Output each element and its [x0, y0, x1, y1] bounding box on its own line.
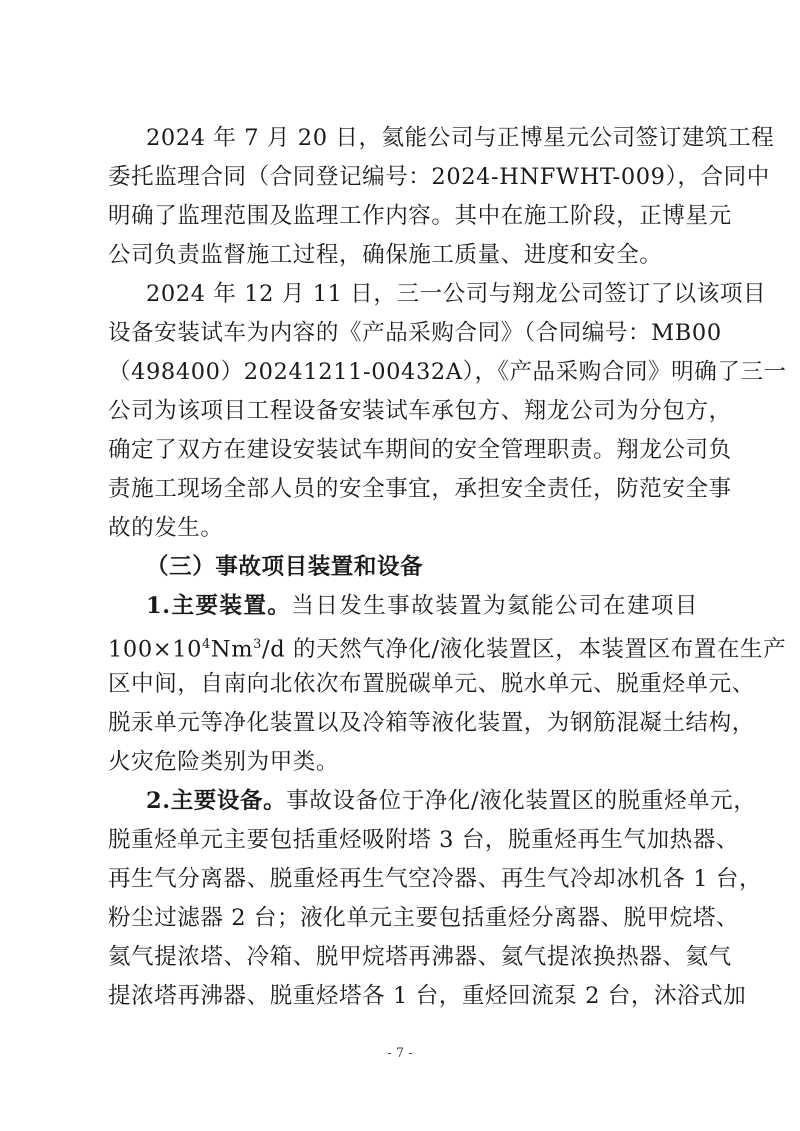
- item-1-line-4: 脱汞单元等净化装置以及冷箱等液化装置，为钢筋混凝土结构，: [108, 710, 755, 736]
- paragraph-2-line-2: 设备安装试车为内容的《产品采购合同》（合同编号：MB00: [108, 320, 722, 346]
- page-number: - 7 -: [387, 1046, 413, 1061]
- paragraph-2-line-1: 2024 年 12 月 11 日，三一公司与翔龙公司签订了以该项目: [146, 281, 767, 307]
- paragraph-2-line-5: 确定了双方在建设安装试车期间的安全管理职责。翔龙公司负: [108, 437, 732, 463]
- paragraph-1-line-2: 委托监理合同（合同登记编号：2024-HNFWHT-009），合同中: [108, 164, 770, 190]
- paragraph-1-line-1: 2024 年 7 月 20 日，氦能公司与正博星元公司签订建筑工程: [146, 125, 775, 151]
- capacity-exponent: 4: [202, 637, 211, 652]
- paragraph-2-line-4: 公司为该项目工程设备安装试车承包方、翔龙公司为分包方，: [108, 398, 732, 424]
- paragraph-1-line-4: 公司负责监督施工过程，确保施工质量、进度和安全。: [108, 242, 663, 268]
- item-1-lead: 1.主要装置。: [146, 593, 292, 619]
- capacity-unit-exponent: 3: [253, 637, 263, 652]
- item-2-line-1: [146, 786, 757, 816]
- item-2-line-4: 粉尘过滤器 2 台；液化单元主要包括重烃分离器、脱甲烷塔、: [108, 905, 740, 931]
- item-1-line-3: 区中间，自南向北依次布置脱碳单元、脱水单元、脱重烃单元、: [108, 671, 755, 697]
- section-heading: （三）事故项目装置和设备: [146, 554, 424, 580]
- item-1-first-line-text: 当日发生事故装置为氦能公司在建项目: [291, 593, 698, 619]
- item-2-line-5: 氦气提浓塔、冷箱、脱甲烷塔再沸器、氦气提浓换热器、氦气: [108, 944, 732, 970]
- item-2-line-2: 脱重烃单元主要包括重烃吸附塔 3 台，脱重烃再生气加热器、: [108, 827, 740, 853]
- item-2-line-3: 再生气分离器、脱重烃再生气空冷器、再生气冷却冰机各 1 台，: [108, 866, 763, 892]
- paragraph-2-line-7: 故的发生。: [108, 515, 224, 541]
- item-2-lead: 2.主要设备。: [146, 788, 287, 814]
- item-1-line-5: 火灾危险类别为甲类。: [108, 749, 340, 775]
- paragraph-1-line-3: 明确了监理范围及监理工作内容。其中在施工阶段，正博星元: [108, 203, 732, 229]
- paragraph-2-line-3: （498400）20241211-00432A），《产品采购合同》明确了三一: [108, 359, 787, 385]
- capacity-suffix: /d 的天然气净化/液化装置区，本装置区布置在生产: [262, 636, 787, 663]
- item-1-capacity-line: [108, 630, 787, 665]
- item-2-line-6: 提浓塔再沸器、脱重烃塔各 1 台，重烃回流泵 2 台，沐浴式加: [108, 983, 747, 1009]
- item-2-first-line-text: 事故设备位于净化/液化装置区的脱重烃单元，: [286, 788, 757, 814]
- paragraph-2-line-6: 责施工现场全部人员的安全事宜，承担安全责任，防范安全事: [108, 476, 732, 502]
- capacity-unit: Nm: [210, 636, 254, 663]
- item-1-line-1: [146, 591, 698, 621]
- capacity-prefix: 100×10: [108, 636, 203, 663]
